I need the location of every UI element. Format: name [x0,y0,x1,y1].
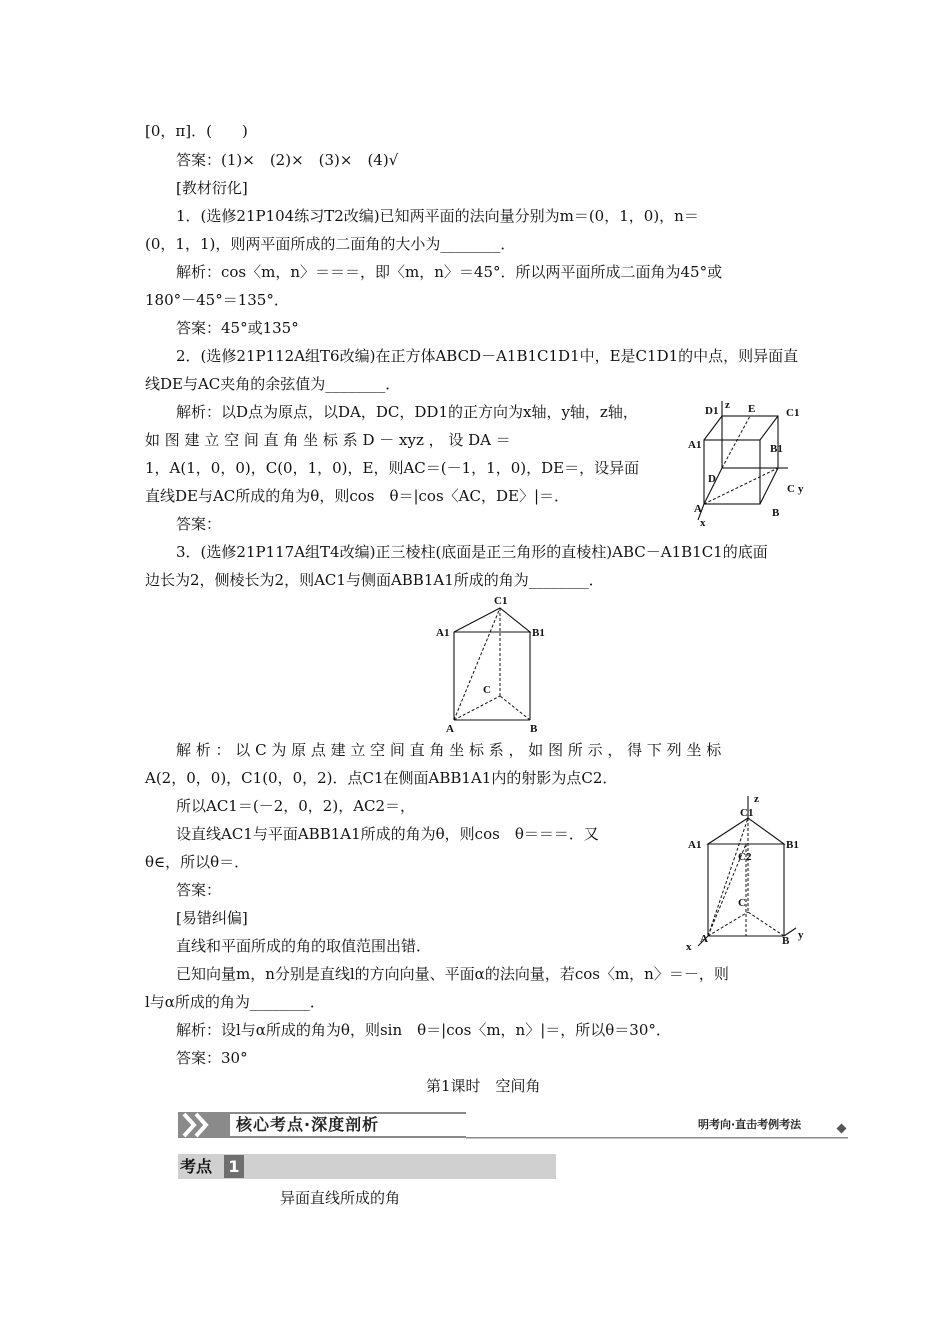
label-x: x [700,517,706,529]
label-C1: C1 [740,807,754,819]
lesson-title: 第1课时 空间角 [426,1077,541,1095]
banner-title: 核心考点·深度剖析 [236,1115,380,1134]
label-B1: B1 [770,443,783,455]
label-A: A [446,723,454,734]
text-line: 设直线AC1与平面ABB1A1所成的角为θ，则cos θ＝＝＝．又 [176,825,599,843]
label-A: A [700,933,708,945]
prism-figure-1 [434,594,550,734]
label-y: y [798,929,804,941]
label-B1: B1 [532,627,545,639]
label-B1: B1 [786,839,799,851]
label-C1: C1 [494,595,508,607]
label-C: C [787,483,795,495]
kaodian-number: 1 [224,1155,244,1178]
problem-4: 已知向量m，n分别是直线l的方向向量、平面α的法向量，若cos〈m，n〉＝－，则 [176,965,729,983]
label-A1: A1 [436,627,450,639]
label-C1: C1 [786,407,800,419]
label-B: B [782,935,790,947]
label-B: B [772,507,780,519]
text-line: 线DE与AC夹角的余弦值为________． [145,375,401,393]
answer-line: 答案：45°或135° [176,319,299,337]
label-z: z [754,793,759,805]
label-y: y [798,483,804,495]
text-line: A(2，0，0)，C1(0，0，2)．点C1在侧面ABB1A1内的射影为点C2． [145,769,618,787]
text-line: 1，A(1，0，0)，C(0，1，0)，E，则AC＝(－1，1，0)，DE＝，设异面 [145,459,640,477]
solution-line: 解析：设l与α所成的角为θ，则sin θ＝|cos〈m，n〉|＝，所以θ＝30°． [176,1021,671,1039]
text-line: (0，1，1)，则两平面所成的二面角的大小为________． [145,235,516,253]
answer-line: 答案：30° [176,1049,248,1067]
label-D1: D1 [705,405,719,417]
label-B: B [530,723,538,734]
problem-1: 1．(选修21P104练习T2改编)已知两平面的法向量分别为m＝(0，1，0)，n＝ [176,207,699,225]
label-A: A [694,503,702,515]
text-line: 如 图 建 立 空 间 直 角 坐 标 系 D － xyz ， 设 DA ＝ [145,431,511,449]
kaodian-bar [178,1154,556,1179]
solution-line: 解 析 ： 以 C 为 原 点 建 立 空 间 直 角 坐 标 系 ， 如 图 所 示 ， 得 下 列 坐 标 [176,741,722,759]
label-A1: A1 [688,439,702,451]
text-line: 边长为2，侧棱长为2，则AC1与侧面ABB1A1所成的角为________． [145,571,604,589]
cube-figure [688,398,810,530]
text-line: [0，π]．( ) [145,122,248,140]
section-banner [178,1110,848,1140]
label-A1: A1 [688,839,702,851]
section-heading: [教材衍化] [176,179,248,197]
problem-2: 2．(选修21P112A组T6改编)在正方体ABCD－A1B1C1D1中，E是C1D1的中点，则异面直 [176,347,799,365]
answer-line: 答案：(1)× (2)× (3)× (4)√ [176,151,399,169]
label-D: D [708,473,716,485]
problem-3: 3．(选修21P117A组T4改编)正三棱柱(底面是正三角形的直棱柱)ABC－A1B1C1的底面 [176,543,768,561]
kaodian-title: 异面直线所成的角 [280,1189,401,1207]
prism-figure-2 [684,788,810,952]
solution-line: 解析：以D点为原点，以DA，DC，DD1的正方向为x轴，y轴，z轴， [176,403,638,421]
section-heading: [易错纠偏] [176,909,248,927]
label-z: z [725,399,730,411]
kaodian-label: 考点 [180,1157,213,1176]
text-line: 180°－45°＝135°． [145,291,289,309]
text-line: θ∈，所以θ＝． [145,853,250,871]
answer-line: 答案： [176,515,222,533]
label-C: C [483,684,491,696]
label-x: x [686,941,692,952]
text-line: l与α所成的角为________． [145,993,325,1011]
label-C: C [738,897,746,909]
answer-line: 答案： [176,881,222,899]
solution-line: 解析：cos〈m，n〉＝＝＝，即〈m，n〉＝45°．所以两平面所成二面角为45°或 [176,263,723,281]
banner-subtitle: 明考向·直击考例考法 [698,1118,802,1131]
text-line: 所以AC1＝(－2，0，2)，AC2＝， [176,797,416,815]
text-line: 直线DE与AC所成的角为θ，则cos θ＝|cos〈AC，DE〉|＝． [145,487,570,505]
label-E: E [748,403,756,415]
text-line: 直线和平面所成的角的取值范围出错． [176,937,432,955]
label-C2: C2 [738,851,752,863]
